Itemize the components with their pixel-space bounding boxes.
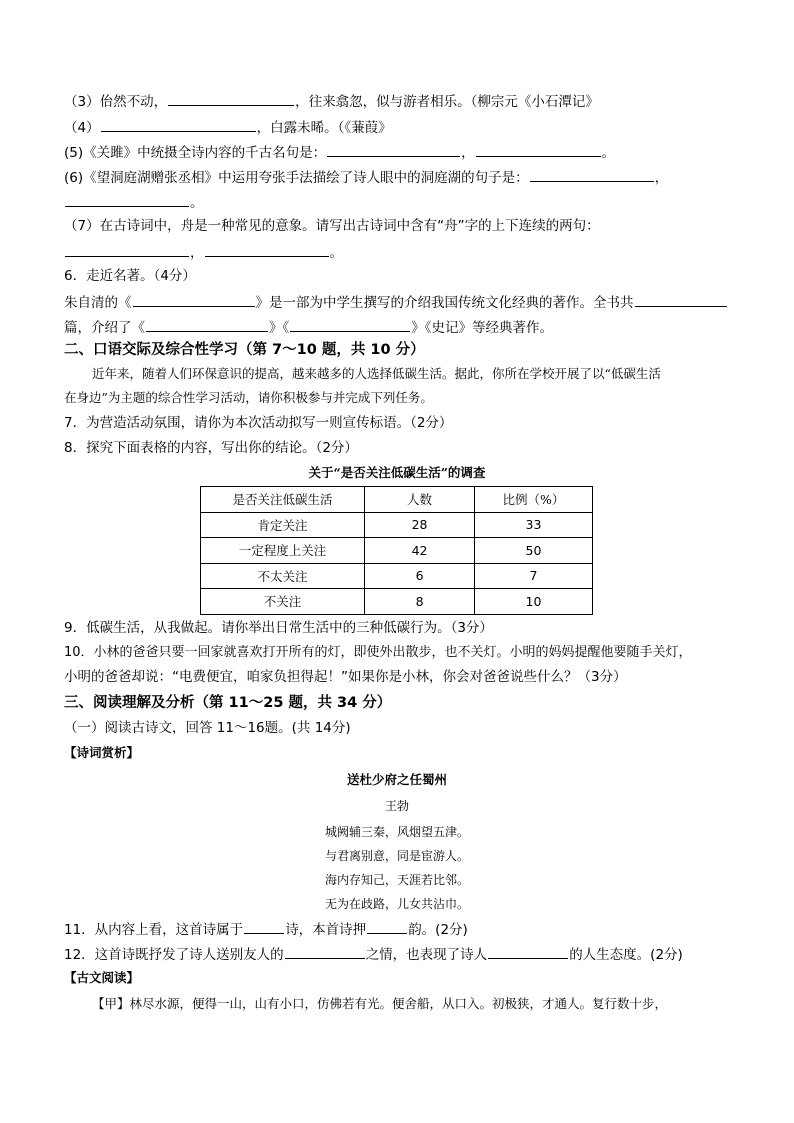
section-2-intro: 近年来，随着人们环保意识的提高，越来越多的人选择低碳生活。据此，你所在学校开展了以“低碳生活 — [92, 366, 661, 381]
table-header: 是否关注低碳生活 — [201, 487, 365, 513]
answer-blank[interactable] — [635, 291, 727, 307]
answer-blank[interactable] — [146, 316, 268, 332]
answer-blank[interactable] — [530, 166, 654, 182]
question-11: 11．从内容上看，这首诗属于 诗，本首诗押 韵。(2分) — [64, 918, 468, 940]
part-1-heading: （一）阅读古诗文，回答 11～16题。(共 14分) — [64, 720, 351, 736]
table-cell: 8 — [365, 589, 475, 615]
table-cell: 42 — [365, 538, 475, 564]
fill-question-5: (5)《关雎》中统摄全诗内容的千古名句是： ， 。 — [64, 141, 615, 163]
fill-question-3: （3）佁然不动， ，往来翕忽，似与游者相乐。（柳宗元《小石潭记》 — [64, 90, 599, 112]
answer-blank[interactable] — [205, 241, 329, 257]
question-8: 8．探究下面表格的内容，写出你的结论。（2分） — [64, 440, 358, 456]
answer-blank[interactable] — [285, 943, 365, 959]
poem-line: 海内存知己，天涯若比邻。 — [324, 873, 469, 887]
prose-text: 【甲】林尽水源，便得一山，山有小口，仿佛若有光。便舍船，从口入。初极狭，才通人。复行数十步， — [92, 996, 668, 1011]
question-10: 10．小林的爸爸只要一回家就喜欢打开所有的灯，即使外出散步，也不关灯。小明的妈妈提醒他要随手关灯， — [64, 645, 692, 660]
table-row — [201, 538, 593, 564]
answer-blank[interactable] — [65, 191, 189, 207]
answer-blank[interactable] — [244, 918, 284, 934]
table-title: 关于“是否关注低碳生活”的调查 — [308, 465, 486, 480]
poem-title: 送杜少府之任蜀州 — [346, 772, 447, 787]
table-cell: 不关注 — [201, 589, 365, 615]
poem-line: 城阙辅三秦，风烟望五津。 — [324, 825, 469, 839]
table-cell: 6 — [365, 563, 475, 589]
question-6-line1: 朱自清的《 》是一部为中学生撰写的介绍我国传统文化经典的著作。全书共 — [64, 291, 728, 313]
table-row — [201, 563, 593, 589]
answer-blank[interactable] — [290, 316, 410, 332]
table-cell: 10 — [474, 589, 592, 615]
section-3-title: 三、阅读理解及分析（第 11～25 题，共 34 分） — [64, 695, 392, 711]
table-header: 比例（%） — [474, 487, 592, 513]
section-2-intro-cont: 在身边”为主题的综合性学习活动，请你积极参与并完成下列任务。 — [64, 390, 433, 405]
question-10-cont: 小明的爸爸却说：“电费便宜，咱家负担得起！”如果你是小林，你会对爸爸说些什么？（3分） — [64, 669, 627, 685]
answer-blank[interactable] — [488, 943, 568, 959]
table-cell: 肯定关注 — [201, 512, 365, 538]
survey-table — [200, 486, 593, 615]
table-header: 人数 — [365, 487, 475, 513]
poem-line: 与君离别意，同是宦游人。 — [324, 849, 469, 863]
answer-blank[interactable] — [65, 241, 189, 257]
section-2-title: 二、口语交际及综合性学习（第 7～10 题，共 10 分） — [64, 342, 425, 358]
table-cell: 50 — [474, 538, 592, 564]
prose-tag: 【古文阅读】 — [64, 970, 140, 985]
poem-line: 无为在歧路，儿女共沾巾。 — [324, 897, 469, 911]
table-header-row — [201, 487, 593, 513]
question-6-line2: 篇，介绍了《 》《 》《史记》等经典著作。 — [64, 316, 553, 338]
answer-blank[interactable] — [476, 141, 601, 157]
answer-blank[interactable] — [327, 141, 460, 157]
answer-blank[interactable] — [367, 918, 407, 934]
table-cell: 33 — [474, 512, 592, 538]
question-12: 12．这首诗既抒发了诗人送别友人的 之情，也表现了诗人 的人生态度。(2分) — [64, 943, 683, 965]
table-cell: 一定程度上关注 — [201, 538, 365, 564]
question-6-heading: 6．走近名著。（4分） — [64, 268, 196, 284]
answer-blank[interactable] — [168, 90, 294, 106]
table-row — [201, 512, 593, 538]
table-row — [201, 589, 593, 615]
table-cell: 28 — [365, 512, 475, 538]
answer-blank[interactable] — [133, 291, 255, 307]
fill-question-6: (6)《望洞庭湖赠张丞相》中运用夸张手法描绘了诗人眼中的洞庭湖的句子是： ， — [64, 166, 668, 188]
answer-blank[interactable] — [101, 116, 256, 132]
fill-question-4: （4） ，白露未晞。（《蒹葭》 — [64, 116, 392, 138]
question-7: 7．为营造活动氛围，请你为本次活动拟写一则宣传标语。（2分） — [64, 415, 453, 431]
question-9: 9．低碳生活，从我做起。请你举出日常生活中的三种低碳行为。（3分） — [64, 620, 493, 636]
fill-question-7: （7）在古诗词中，舟是一种常见的意象。请写出古诗词中含有“舟”字的上下连续的两句： — [64, 218, 600, 234]
poetry-tag: 【诗词赏析】 — [64, 745, 140, 760]
fill-question-7-answer: ， 。 — [64, 241, 343, 263]
poem-author: 王勃 — [384, 799, 409, 813]
table-cell: 7 — [474, 563, 592, 589]
table-cell: 不太关注 — [201, 563, 365, 589]
fill-question-6-cont: 。 — [64, 191, 204, 213]
